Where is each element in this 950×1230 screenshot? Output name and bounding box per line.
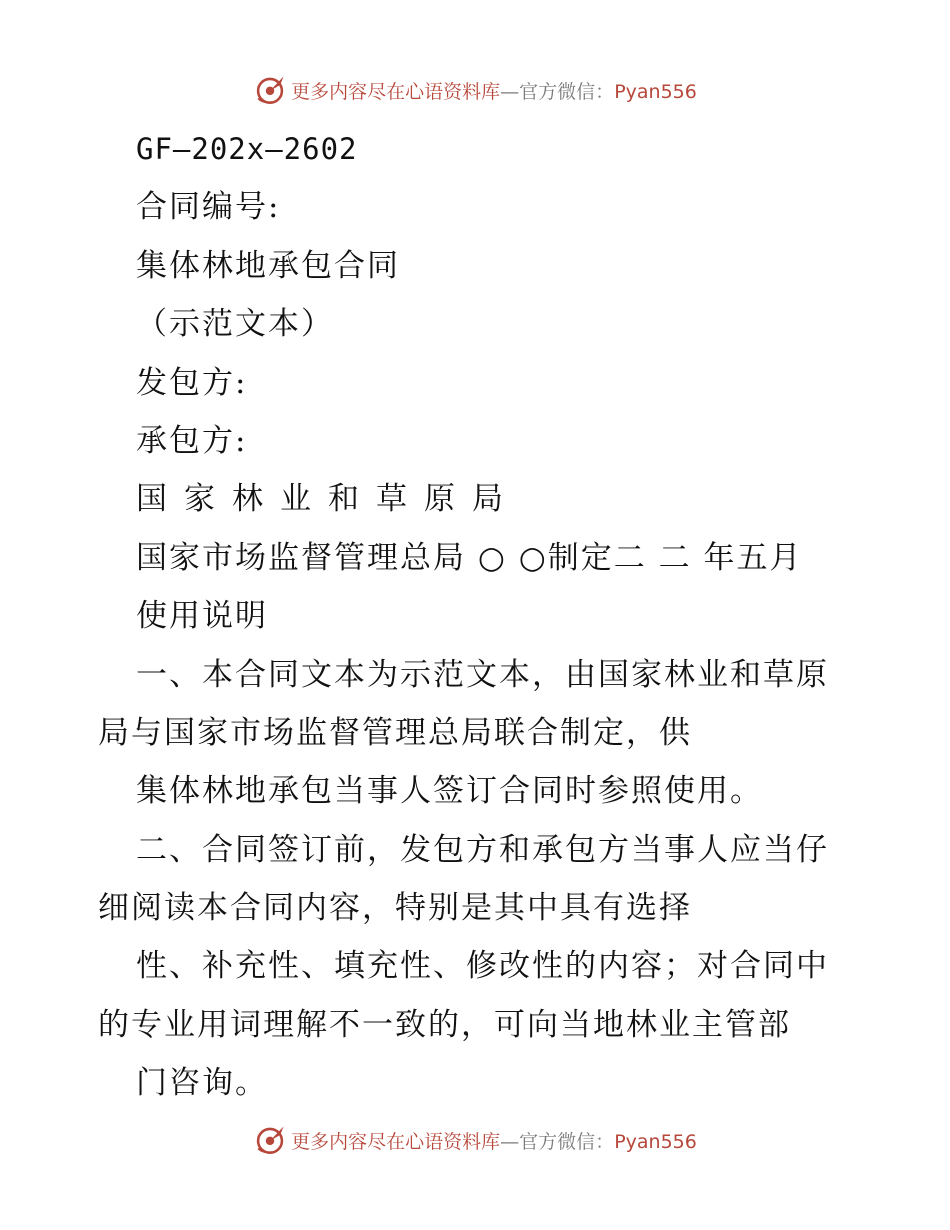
- issuing-party-label: 发包方:: [136, 364, 248, 401]
- document-body: [98, 120, 858, 1113]
- instructions-heading: 使用说明: [136, 598, 268, 635]
- paragraph-line: 二、合同签订前，发包方和承包方当事人应当仔: [136, 831, 829, 868]
- paragraph-line: 局与国家市场监督管理总局联合制定，供: [98, 714, 692, 751]
- paragraph-line: 一、本合同文本为示范文本，由国家林业和草原: [136, 656, 829, 693]
- issuer-market-regulation: 国家市场监督管理总局 ○ ○制定二 二 年五月: [136, 539, 803, 576]
- watermark-text: 更多内容尽在心语资料库—官方微信：Pyan556: [291, 80, 697, 103]
- document-title: 集体林地承包合同: [136, 247, 400, 284]
- contract-number-label: 合同编号:: [136, 189, 281, 226]
- paragraph-line: 集体林地承包当事人签订合同时参照使用。: [136, 773, 763, 810]
- quill-logo-icon: [253, 1123, 287, 1157]
- quill-logo-icon: [253, 73, 287, 107]
- paragraph-line: 的专业用词理解不一致的，可向当地林业主管部: [98, 1006, 791, 1043]
- issuer-forestry-bureau: 国家林业和草原局: [136, 481, 520, 518]
- paragraph-line: 门咨询。: [136, 1065, 268, 1102]
- bottom-watermark-banner: [0, 1120, 950, 1160]
- top-watermark-banner: [0, 70, 950, 110]
- contracting-party-label: 承包方:: [136, 422, 248, 459]
- paragraph-line: 细阅读本合同内容，特别是其中具有选择: [98, 890, 692, 927]
- contract-code: GF—202x—2602: [136, 132, 358, 166]
- paragraph-line: 性、补充性、填充性、修改性的内容；对合同中: [136, 948, 829, 985]
- document-subtitle: （示范文本）: [136, 306, 334, 343]
- watermark-text: 更多内容尽在心语资料库—官方微信：Pyan556: [291, 1130, 697, 1153]
